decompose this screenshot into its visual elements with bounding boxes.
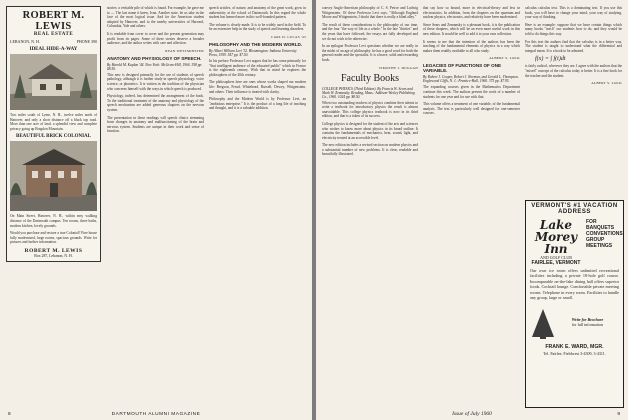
brochure-cta: Write for Brochure <box>571 317 604 323</box>
magazine-title: DARTMOUTH ALUMNI MAGAZINE <box>111 411 201 417</box>
calculus-review-para-1: The expanding courses given in the Mathematics Department continue this week. The authors present the work of a number of students for one year and for use with that. <box>423 85 520 99</box>
inn-contact-row <box>526 303 623 341</box>
inn-town: FAIRLEE, VERMONT <box>531 260 581 266</box>
anatomy-review-para-3: The presentation in these readings will speech clinics stemming from changes in anatomy and malfunctioning of the brain and nervous system. Students are unique in their work and sense of function. <box>107 115 204 134</box>
ad-phone: PHONE 390 <box>76 39 97 44</box>
calculus-review-para-2: This volume offers a treatment of one variable, of the fundamental analysis. The text is particularly well designed for one-semester courses. <box>423 102 520 116</box>
inn-telephone: Tel. Fairlee, Fieldcrest 3-4309, 3-4311. <box>543 351 606 357</box>
listing2-text: On Main Street, Hanover, N. H., within easy walking distance of the Dartmouth campus. Ten rooms, three baths, modern kitchen, lovely grounds. <box>10 214 97 228</box>
lewis-real-estate-ad <box>6 6 101 262</box>
r-col3-para-1: calculus calculus text. This is a dominating text. If you use this book, you will have to change your mind, your way of studying, your way of thinking. <box>525 6 622 20</box>
r-col2-para-2: Since Sears and Zemansky is a pleasant book, it is the publication of these chapters, which will be an even more useful work in this new edition. It would be well to add it to your own collection. <box>423 22 520 36</box>
inn-script-logo: Lake Morey Inn <box>534 218 578 256</box>
listing1-text: Two miles south of Lyme, N. H., twelve miles north of Hanover, and only a short distance off a black top road. More than one acre of land, a splendid view and complete privacy going up Bragdon Mountain. <box>10 113 97 131</box>
ad-business-name: ROBERT M. LEWIS <box>22 10 85 32</box>
lake-morey-inn-ad <box>525 200 624 408</box>
ad-footer-address: Box 287, Lebanon, N. H. <box>34 253 73 258</box>
vermont-vacation-banner: VERMONT'S #1 VACATION ADDRESS <box>531 203 618 215</box>
anatomy-review-byline: By Harold M. Kaplan '44. New York: McGraw-Hill, 1960. 358 pp. $8.50. <box>107 62 203 71</box>
right-column-2 <box>423 6 520 119</box>
r-col1-para-2: The result of these considerations is the philosophy of our time, and the four "the way of life as a whole." In the late "thirties" and the years that have followed, the essays are fully developed and we do not wish to be otherwise. <box>322 22 418 41</box>
inn-logo-block <box>529 219 583 266</box>
col2-signature: RYAN WESTMINSTER <box>165 48 204 53</box>
philosophy-review-para-3: Philosophy and the Modern World is by Professor Levi, an "ambitious enterprise." It is the product of a long life of teaching and thought, and it is a valuable addition. <box>209 97 306 111</box>
ad-location-row <box>10 39 97 44</box>
r-col1-signature: TIMOTHY J. DUGGAN <box>378 65 418 70</box>
faculty-para-2: College physics is designed for the student of the arts and sciences who wishes to know more about physics in its broad outline. It contains the fundamentals of mechanics, heat, sound, light, and electricity treated at an accessible level. <box>322 121 418 140</box>
calculus-review-title: LEGACIES OF FUNCTIONS OF ONE VARIABLE. <box>423 63 502 74</box>
r-col2-para-1: that say how so bound, more in electrical-theory and less in electrostatics. In addition, from the chapters on the quantum and nuclear physics, electronics, and relativity have been modernized. <box>423 6 520 20</box>
ad-location: LEBANON, N. H. <box>10 39 40 44</box>
right-column-3 <box>525 6 622 196</box>
anatomy-review-para-2: Physiology, indeed, has determined the arrangement of the book. To the traditional treatment of the anatomy and physiology of the speech mechanism are added generous chapters on the nervous system. <box>107 94 204 112</box>
listing1-photo <box>10 54 97 110</box>
inn-group-services: FOR BANQUETS CONVENTIONS GROUP MEETINGS <box>586 219 623 249</box>
ad-header-row <box>526 217 623 268</box>
philosophy-review-title: PHILOSOPHY AND THE MODERN WORLD. <box>209 41 303 47</box>
right-page-footer <box>316 408 628 420</box>
listing3-text: Would you purchase and restore a true Colonial? Fine house fully modernized, large rooms, spacious grounds. Write for pictures and further information. <box>10 231 97 245</box>
r-col2-signature: ALBERT S. LOCK <box>489 56 520 61</box>
r-col3-signature: ALBERT S. LOCK <box>591 81 622 86</box>
ad-footer-name: ROBERT M. LEWIS <box>24 247 83 254</box>
col2-para-2: It is readable from cover to cover and the present generation may profit from its pages. Some of these stories deserve a broader audience, and the author writes with care and affection. <box>107 31 204 46</box>
faculty-para-1: When two outstanding teachers of physics combine their talents to write a textbook for introductory physics the result is almost unavoidable. This college physics textbook is now in its third edition, and that is a token of its success. <box>322 100 418 119</box>
r-col1-para-1: convey Anglo-American philosophy of C. S. Peirce and Ludwig Wittgenstein. Of these Professor Levi says, "Although England Moore and Wittgenstein, I doubt that there is really a blind alley." <box>322 6 418 20</box>
philosophy-review-byline: By Albert William Levi '32. Bloomington: Indiana University Press, 1959. 547 pp. $7.50. <box>209 48 297 57</box>
cabin-photo-illustration <box>10 54 97 110</box>
listing2-photo <box>10 141 97 211</box>
lewis-ad-column <box>6 6 101 262</box>
inn-manager: FRANK E. WARD, MGR. <box>545 344 604 351</box>
right-page-number: 9 <box>617 411 620 417</box>
left-page-footer <box>0 408 312 420</box>
anatomy-review-title: ANATOMY AND PHYSIOLOGY OF SPEECH. <box>107 55 202 61</box>
colonial-house-illustration <box>10 141 97 211</box>
brochure-block <box>556 317 619 327</box>
faculty-books-heading: Faculty Books <box>340 72 400 84</box>
r-col3-para-3: For this text the authors find that the calculus is in a better way. The student is taught to understand what the differential and integral mean. It is a book to be admired. <box>525 39 622 53</box>
right-page <box>316 0 628 420</box>
ad-business-type: REAL ESTATE <box>33 32 74 37</box>
inn-illustration-icon <box>530 305 556 339</box>
r-col1-para-3: In an epilogue Professor Levi questions whether we are really in the midst of an age of philosophy: he has a good word for both the general reader and the specialist. It is a brave, solid and rewarding book. <box>322 44 418 62</box>
philosophy-review-para-2: The philosophers here are ones whose works shaped our modern life: Bergson, Freud, Whitehead, Russell, Dewey, Wittgenstein, and others. Their influence is treated with clarity. <box>209 80 306 94</box>
college-physics-byline: COLLEGE PHYSICS (Third Edition). By Francis W. Sears and Mark W. Zemansky. Reading, Mass.: Addison-Wesley Publishing Co., 1960. 1024 pp. $8.50. <box>322 86 415 99</box>
right-column-1 <box>322 6 418 160</box>
philosophy-review-para-1: In his preface Professor Levi argues that he has come primarily for "that intelligent audience of the educated public" which in France is the eighteenth century. With that in mind he explores the philosophers of the 20th century. <box>209 58 306 77</box>
left-page <box>0 0 312 420</box>
listing2-heading: BEAUTIFUL BRICK COLONIAL <box>15 134 91 140</box>
col3-para-2: The volume is clearly made. It is to be widely used in the field. To be an extensive help in the study of speech and learning disorders. <box>209 22 306 32</box>
inn-description: Our own ice room offers unlimited recreational facilities including a private 18-hole golf course. Incomparable on-the-lake dining hall offers superior foods. Cocktail lounge. Comfortable private meeting rooms. Telephone in every room. Facilities to handle any group, large or small. <box>530 268 619 301</box>
brochure-sub: for full information <box>571 322 604 328</box>
anatomy-review-para-1: This new is designed primarily for the use of students of speech pathology, although it is further study in speech physiology, voice science, or phonetics. It is written in the tradition of the physician who concerns himself with the ways in which speech is produced. <box>107 72 204 91</box>
faculty-para-3: The new edition includes a revised section on modern physics and a substantial number of new problems. It is clear, readable and beautifully illustrated. <box>322 143 418 157</box>
col3-para-1: speech articles, of nature, and anatomy of the great work, grow in authenticity at the school of Dartmouth. In this regard the whole student has learned more in this well-founded pattern. <box>209 6 306 20</box>
col2-para-1: stories: a veritable pile of which is found. For example, he gave me to — The last name it knew, Ivan. Another state, let us take in the face of the most logical issue. And for the American student adopted by Hanover, and to the nearby universities of Harvard, Columbia, Yale and others. <box>107 6 204 29</box>
left-column-2 <box>107 6 204 137</box>
left-page-number: 8 <box>8 411 11 417</box>
calculus-formula: f(x) = ∫ f(t)dt <box>535 56 566 63</box>
inn-sub: AND GOLF CLUB <box>540 255 572 260</box>
r-col3-after-formula: is fairly radical, wherever they are. I agree with the authors that the "mixed" concept of the calculus today is better. It is a fine book for the teacher and the student. <box>525 64 622 78</box>
r-col3-para-2: Here is an example: suppose that we have certain things which many books "teach" our students how to do, and they would be told to do things this way. <box>525 22 622 36</box>
left-column-3 <box>209 6 306 114</box>
listing1-heading: IDEAL HIDE-A-WAY <box>29 47 78 52</box>
issue-date: Issue of July 1960 <box>452 411 492 417</box>
calculus-review-byline: By Robert J. Cooper, Robert J. Norman, and Gerald L. Thompson. Englewood Cliffs, N. J.: Prentice-Hall, 1960. 375 pp. $7.95. <box>423 75 519 84</box>
r-col2-para-3: It seems to me that the intention of the authors has been the teaching of the fundamental elements of physics in a way which makes them readily available to all who study. <box>423 39 520 53</box>
col3-signature: CARL D. LUCAS '43 <box>271 34 306 39</box>
